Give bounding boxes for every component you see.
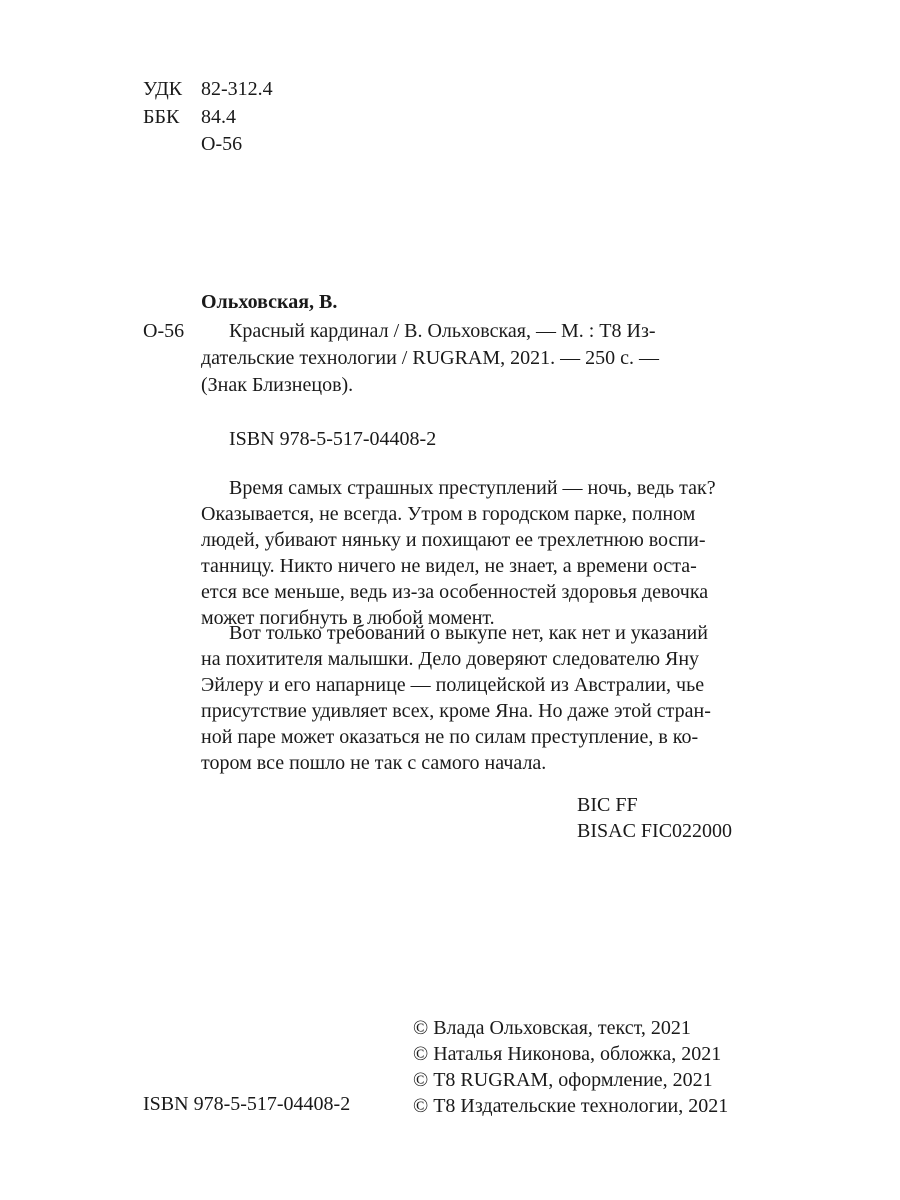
annotation-line: может погибнуть в любой момент. xyxy=(201,607,495,629)
udk-row xyxy=(143,76,343,102)
copyright-line: © Наталья Никонова, обложка, 2021 xyxy=(413,1043,722,1065)
author-mark-row xyxy=(143,131,343,157)
annotation-line: тором все пошло не так с самого начала. xyxy=(201,752,547,774)
author-mark: О-56 xyxy=(201,133,243,155)
annotation-line: Оказывается, не всегда. Утром в городском парке, полном xyxy=(201,503,696,525)
bib-line-2: дательские технологии / RUGRAM, 2021. — 250 с. — xyxy=(201,347,660,369)
udk-value: 82-312.4 xyxy=(201,78,273,100)
copyright-block xyxy=(413,1015,728,1119)
bisac-code: BISAC FIC022000 xyxy=(577,820,733,842)
annotation-line: танницу. Никто ничего не видел, не знает, а времени оста- xyxy=(201,555,697,577)
footer-isbn: ISBN 978-5-517-04408-2 xyxy=(143,1093,351,1115)
annotation-line: присутствие удивляет всех, кроме Яна. Но даже этой стран- xyxy=(201,700,711,722)
bib-line-3: (Знак Близнецов). xyxy=(201,374,354,396)
bbk-label: ББК xyxy=(143,106,180,128)
annotation-line: ной паре может оказаться не по силам преступление, в ко- xyxy=(201,726,699,748)
bbk-value: 84.4 xyxy=(201,106,236,128)
annotation-line: Эйлеру и его напарнице — полицейской из Австралии, чье xyxy=(201,674,705,696)
catalog-isbn: ISBN 978-5-517-04408-2 xyxy=(229,428,437,450)
copyright-line: © Влада Ольховская, текст, 2021 xyxy=(413,1017,691,1039)
udk-label: УДК xyxy=(143,78,183,100)
annotation-line: на похитителя малышки. Дело доверяют следователю Яну xyxy=(201,648,700,670)
annotation-line: Вот только требований о выкупе нет, как нет и указаний xyxy=(229,622,708,644)
annotation-line: ется все меньше, ведь из-за особенностей здоровья девочка xyxy=(201,581,709,603)
bbk-row xyxy=(143,104,343,130)
annotation-line: людей, убивают няньку и похищают ее трехлетнюю воспи- xyxy=(201,529,706,551)
bic-code: BIC FF xyxy=(577,794,638,816)
copyright-line: © Т8 RUGRAM, оформление, 2021 xyxy=(413,1069,713,1091)
copyright-line: © Т8 Издательские технологии, 2021 xyxy=(413,1095,729,1117)
bib-line-1: Красный кардинал / В. Ольховская, — М. : Т8 Из- xyxy=(229,320,656,342)
catalog-mark: О-56 xyxy=(143,320,185,342)
author-heading: Ольховская, В. xyxy=(201,291,338,313)
annotation-line: Время самых страшных преступлений — ночь, ведь так? xyxy=(229,477,716,499)
